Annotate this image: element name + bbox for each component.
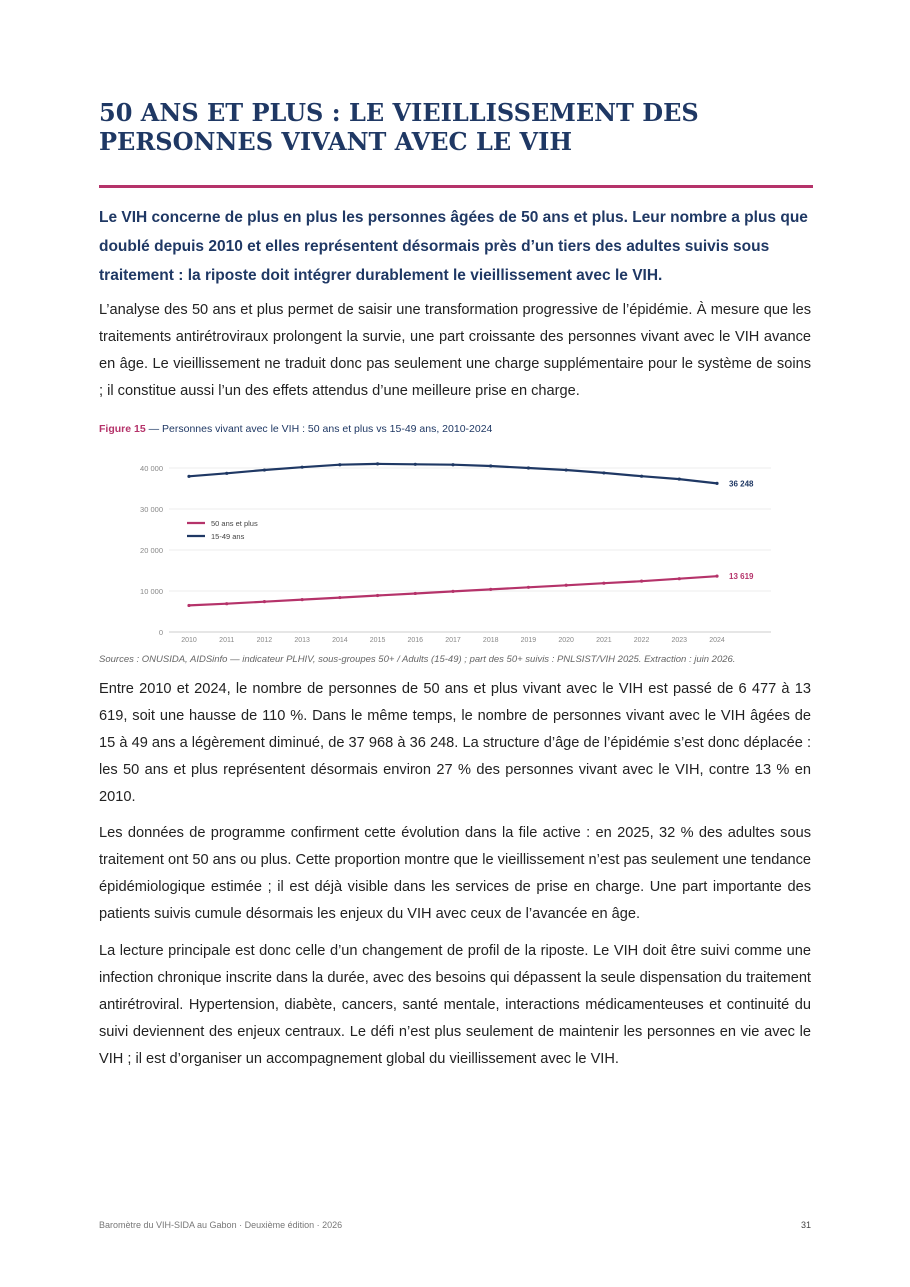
data-point xyxy=(338,596,341,599)
data-point xyxy=(376,594,379,597)
x-tick-label: 2019 xyxy=(520,637,537,644)
x-tick-label: 2011 xyxy=(219,637,235,644)
x-tick-label: 2020 xyxy=(558,637,574,644)
data-point xyxy=(225,472,228,475)
end-value-label: 36 248 xyxy=(729,479,754,489)
data-point xyxy=(451,590,454,593)
data-point xyxy=(187,475,190,478)
data-point xyxy=(187,604,190,607)
data-point xyxy=(489,464,492,467)
data-point xyxy=(527,466,530,469)
x-tick-label: 2012 xyxy=(256,637,273,644)
x-tick-label: 2014 xyxy=(332,637,348,644)
lead-paragraph: Le VIH concerne de plus en plus les personnes âgées de 50 ans et plus. Leur nombre a plus que doublé depuis 2010 et elles représentent désormais près d’un tiers des adultes suivis sous traitement : la riposte doit intégrer durablement le vieillissement avec le VIH. xyxy=(99,209,808,284)
data-point xyxy=(678,577,681,580)
data-point xyxy=(602,471,605,474)
footer-page-number: 31 xyxy=(800,1220,811,1230)
x-tick-label: 2015 xyxy=(369,637,386,644)
sources-note: Sources : ONUSIDA, AIDSinfo — indicateur PLHIV, sous-groupes 50+ / Adults (15-49) ; part des 50+ suivis : PNLSIST/VIH 2025. Extraction : juin 2026. xyxy=(99,654,736,665)
data-point xyxy=(715,575,718,578)
data-point xyxy=(640,475,643,478)
y-tick-label: 30 000 xyxy=(140,505,163,514)
data-point xyxy=(602,582,605,585)
y-tick-label: 40 000 xyxy=(140,464,163,473)
data-point xyxy=(565,584,568,587)
data-point xyxy=(301,598,304,601)
x-tick-label: 2013 xyxy=(294,637,310,644)
chart-svg xyxy=(99,450,811,650)
x-tick-label: 2023 xyxy=(671,637,688,644)
y-tick-label: 0 xyxy=(158,628,163,637)
figure-caption-text: — Personnes vivant avec le VIH : 50 ans et plus vs 15-49 ans, 2010-2024 xyxy=(145,423,493,435)
paragraph-4: La lecture principale est donc celle d’un changement de profil de la riposte. Le VIH doit être suivi comme une infection chronique inscrite dans la durée, avec des besoins qui dépassent la seule dispensation du traitement antirétroviral. Hypertension, diabète, cancers, santé mentale, interactions médicamenteuses et continuité du suivi deviennent des enjeux centraux. Le défi n’est plus seulement de maintenir les personnes en vie avec le VIH ; il est d’organiser un accompagnement global du vieillissement avec le VIH. xyxy=(99,943,811,1067)
data-point xyxy=(263,600,266,603)
x-tick-label: 2024 xyxy=(709,637,725,644)
data-point xyxy=(527,586,530,589)
paragraph-2: Entre 2010 et 2024, le nombre de personnes de 50 ans et plus vivant avec le VIH est passé de 6 477 à 13 619, soit une hausse de 110 %. Dans le même temps, le nombre de personnes vivant avec le VIH âgées de 15 à 49 ans a légèrement diminué, de 37 968 à 36 248. La structure d’âge de l’épidémie s’est donc déplacée : les 50 ans et plus représentent désormais environ 27 % des personnes vivant avec le VIH, contre 13 % en 2010. xyxy=(99,681,811,805)
page-title: 50 ANS ET PLUS : LE VIEILLISSEMENT DES PERSONNES VIVANT AVEC LE VIH xyxy=(99,98,699,156)
x-tick-label: 2017 xyxy=(445,637,461,644)
footer-publication: Baromètre du VIH-SIDA au Gabon · Deuxième édition · 2026 xyxy=(99,1220,343,1230)
paragraph-3: Les données de programme confirment cette évolution dans la file active : en 2025, 32 % des adultes sous traitement ont 50 ans ou plus. Cette proportion montre que le vieillissement n’est pas seulement une tendance épidémiologique estimée ; il est déjà visible dans les services de prise en charge. Une part importante des patients suivis cumule désormais les enjeux du VIH avec ceux de l’avancée en âge. xyxy=(99,825,811,922)
data-point xyxy=(263,468,266,471)
data-point xyxy=(715,482,718,485)
data-point xyxy=(338,463,341,466)
line-chart xyxy=(99,450,811,650)
x-tick-label: 2018 xyxy=(482,637,499,644)
data-point xyxy=(414,592,417,595)
data-point xyxy=(678,477,681,480)
x-tick-label: 2022 xyxy=(633,637,650,644)
x-tick-label: 2021 xyxy=(596,637,612,644)
paragraph-1: L’analyse des 50 ans et plus permet de saisir une transformation progressive de l’épidémie. À mesure que les traitements antirétroviraux prolongent la survie, une part croissante des personnes vivant avec le VIH avance en âge. Le vieillissement ne traduit donc pas seulement une charge supplémentaire pour le système de soins ; il constitue aussi l’un des effets attendus d’une meilleure prise en charge. xyxy=(99,302,811,399)
data-point xyxy=(225,602,228,605)
end-value-label: 13 619 xyxy=(729,572,754,582)
y-tick-label: 20 000 xyxy=(140,546,163,555)
title-divider xyxy=(99,185,813,188)
x-tick-label: 2010 xyxy=(181,637,197,644)
data-point xyxy=(301,466,304,469)
legend-label: 15-49 ans xyxy=(211,532,245,541)
figure-caption xyxy=(99,422,811,436)
data-point xyxy=(414,463,417,466)
y-tick-label: 10 000 xyxy=(140,587,163,596)
figure-number: Figure 15 xyxy=(99,423,146,435)
legend-label: 50 ans et plus xyxy=(211,519,258,528)
data-point xyxy=(489,588,492,591)
data-point xyxy=(451,463,454,466)
data-point xyxy=(565,468,568,471)
data-point xyxy=(640,580,643,583)
data-point xyxy=(376,462,379,465)
x-tick-label: 2016 xyxy=(407,637,424,644)
series-line-2 xyxy=(189,464,717,484)
